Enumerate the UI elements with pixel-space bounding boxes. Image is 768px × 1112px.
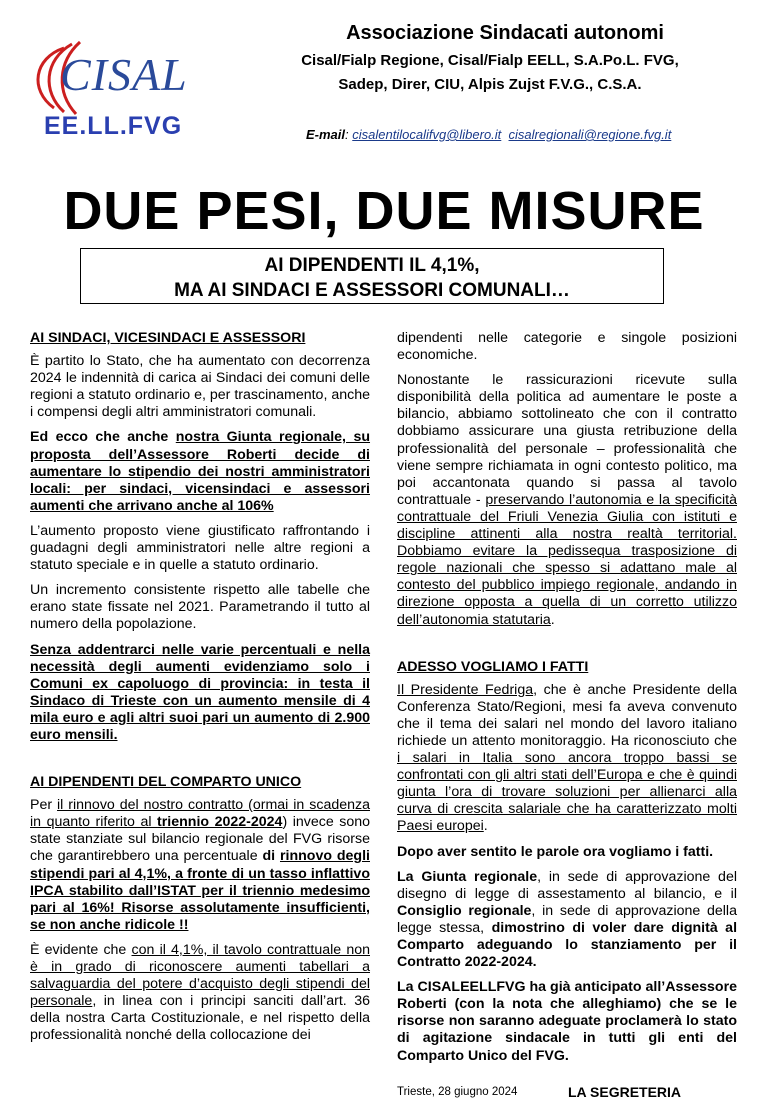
logo-wordmark: CISAL xyxy=(60,49,188,100)
paragraph: Nonostante le rassicurazioni ricevute sulla disponibilità della politica ad aumentare le poste a bilancio, abbiamo sottolineato che con il contratto dobbiamo assicurare una giusta retribuzione della professionalità del personale – professionalità che viene sempre richiamata in ogni contesto politico, ma poi accantonata quando si passa al tavolo contrattuale - preservando l’autonomia e la specificità contrattuale del Friuli Venezia Giulia con istituti e discipline attinenti alla nostra realtà territorial. Dobbiamo evitare la pedissequa trasposizione di regole nazionali che spesso si adattano male al contesto del pubblico impiego regionale, andando in direzione opposta a quella di un corretto utilizzo dell’autonomia statutaria. xyxy=(397,372,737,628)
email-label: E-mail xyxy=(306,127,346,142)
section-heading-fatti: ADESSO VOGLIAMO I FATTI xyxy=(397,658,589,675)
paragraph: La Giunta regionale, in sede di approvazione del disegno di legge di assestamento al bilancio, e il Consiglio regionale, in sede di approvazione della legge stessa, dimostrino di voler dare dignità al Comparto adeguando lo stanziamento per il Contratto 2022-2024. xyxy=(397,868,738,971)
section-heading-sindaci: AI SINDACI, VICESINDACI E ASSESSORI xyxy=(30,330,306,346)
logo-subtitle: EE.LL.FVG xyxy=(44,112,183,140)
paragraph: È partito lo Stato, che ha aumentato con decorrenza 2024 le indennità di carica ai Sindaci dei comuni delle regioni a statuto ordinario e, per trascinamento, anche i compensi degli altri amministratori comunali. xyxy=(30,353,370,421)
paragraph: Il Presidente Fedriga, che è anche Presidente della Conferenza Stato/Regioni, mesi fa aveva convenuto che il tema dei salari nel mondo del lavoro italiano richiede un attento monitoraggio. Ha riconosciuto che i salari in Italia sono ancora troppo bassi se confrontati con gli altri stati dell’Europa e che è quindi giunta l’ora di trovare soluzioni per allienarci alla curva di crescita salariale che ha caratterizzato molti Paesi europei. xyxy=(397,681,738,835)
right-column xyxy=(397,330,737,1073)
paragraph: Un incremento consistente rispetto alle tabelle che erano state fissate nel 2021. Parametrando il tutto al numero della popolazione. xyxy=(30,582,370,633)
paragraph: La CISALEELLFVG ha già anticipato all’Assessore Roberti (con la nota che alleghiamo) che se le risorse non saranno adeguate proclamerà lo stato di agitazione sindacale in tutti gli enti del Comparto Unico del FVG. xyxy=(397,979,737,1064)
subheadline-line1: AI DIPENDENTI IL 4,1%, xyxy=(264,255,480,276)
paragraph: Dopo aver sentito le parole ora vogliamo i fatti. xyxy=(397,843,714,860)
email-link-regionali[interactable]: cisalregionali@regione.fvg.it xyxy=(508,127,672,142)
section-heading-dipendenti: AI DIPENDENTI DEL COMPARTO UNICO xyxy=(30,774,302,791)
paragraph: Per il rinnovo del nostro contratto (ormai in scadenza in quanto riferito al triennio 2022-2024) invece sono state stanziate sul bilancio regionale del FVG risorse che garantirebbero una percentuale di rinnovo degli stipendi pari al 4,1%, a fronte di un tasso inflattivo IPCA stabilito dall’ISTAT per il triennio medesimo pari al 16%! Risorse assolutamente insufficienti, se non anche ridicole !! xyxy=(30,797,370,933)
email-line: E-mail: cisalentilocalifvg@libero.it cisalregionali@regione.fvg.it xyxy=(306,127,672,142)
paragraph: Senza addentrarci nelle varie percentuali e nella necessità degli aumenti evidenziamo solo i Comuni ex capoluogo di provincia: in testa il Sindaco di Trieste con un aumento mensile di 4 mila euro e agli altri suoi pari un aumento di 2.900 euro mensili. xyxy=(30,641,370,743)
email-link-entilocali[interactable]: cisalentilocalifvg@libero.it xyxy=(352,127,502,142)
left-column xyxy=(30,330,370,1052)
subheadline-box xyxy=(80,248,664,304)
paragraph: dipendenti nelle categorie e singole posizioni economiche. xyxy=(397,330,737,364)
signature: LA SEGRETERIA xyxy=(568,1084,682,1100)
place-date: Trieste, 28 giugno 2024 xyxy=(397,1086,518,1098)
association-members-line1: Cisal/Fialp Regione, Cisal/Fialp EELL, S.A.Po.L. FVG, xyxy=(301,52,679,69)
association-members-line2: Sadep, Direr, CIU, Alpis Zujst F.V.G., C.S.A. xyxy=(338,76,642,93)
subheadline-line2: MA AI SINDACI E ASSESSORI COMUNALI… xyxy=(174,280,570,301)
headline: DUE PESI, DUE MISURE xyxy=(63,181,705,241)
paragraph: Ed ecco che anche nostra Giunta regionale, su proposta dell’Assessore Roberti decide di aumentare lo stipendio dei nostri amministratori locali: per sindaci, vicensindaci e assessori aumenti che arrivano anche al 106% xyxy=(30,429,371,514)
association-title: Associazione Sindacati autonomi xyxy=(346,22,664,44)
paragraph: L’aumento proposto viene giustificato raffrontando i guadagni degli amministratori nelle altre regioni a statuto speciale e in quelle a statuto ordinario. xyxy=(30,522,370,574)
paragraph: È evidente che con il 4,1%, il tavolo contrattuale non è in grado di riconoscere aumenti tabellari a salvaguardia del potere d’acquisto degli stipendi del personale, in linea con i principi sanciti dall’art. 36 della nostra Carta Costituzionale, e nel rispetto della professionalità nonché della collocazione dei xyxy=(30,941,370,1044)
